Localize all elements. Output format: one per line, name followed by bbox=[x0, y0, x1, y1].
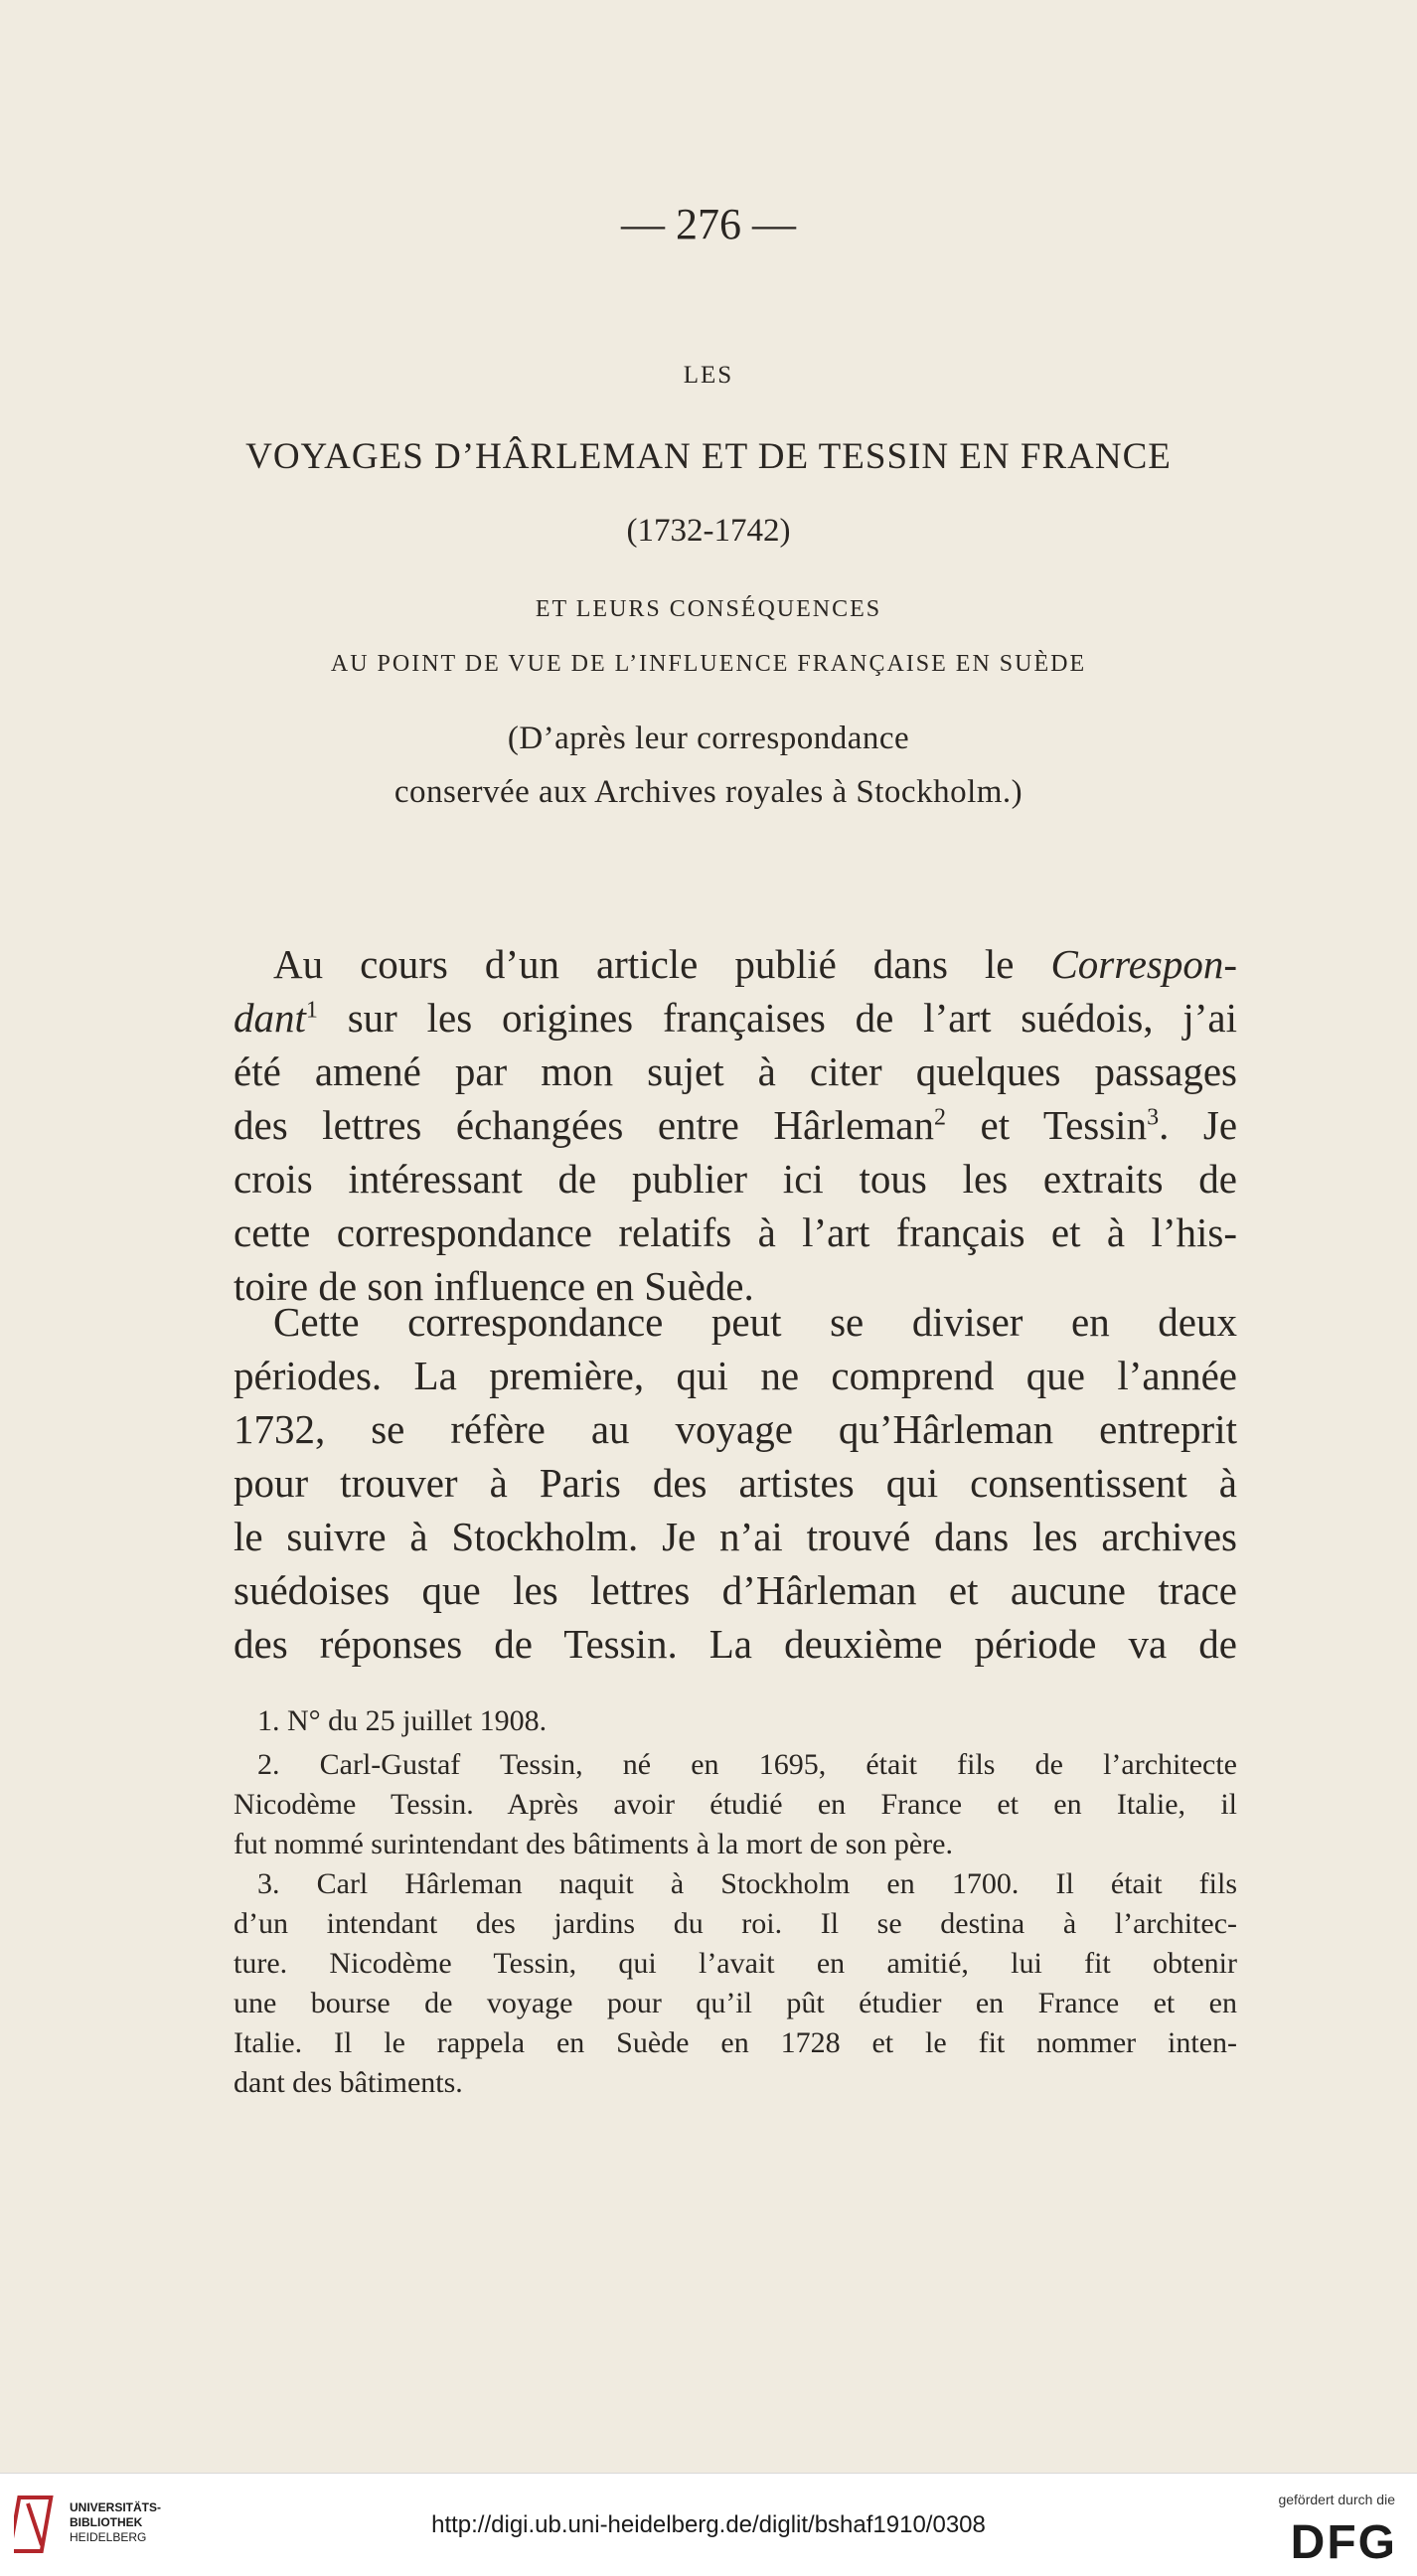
footnote-3-line: Italie. Il le rappela en Suède en 1728 et le fit nommer inten- bbox=[234, 2026, 1237, 2059]
source-note-line-1: (D’après leur correspondance bbox=[507, 721, 910, 756]
footnote-2-line: Nicodème Tessin. Après avoir étudié en France et en Italie, il bbox=[234, 1788, 1237, 1821]
footnote-ref-2[interactable]: 2 bbox=[933, 1104, 946, 1131]
footnote-1: 1. N° du 25 juillet 1908. bbox=[257, 1704, 548, 1737]
footnote-ref-3[interactable]: 3 bbox=[1147, 1104, 1160, 1131]
body-line: pour trouver à Paris des artistes qui consentissent à bbox=[234, 1460, 1237, 1506]
dfg-logo: DFG bbox=[1290, 2516, 1397, 2569]
body-line: toire de son influence en Suède. bbox=[234, 1263, 754, 1309]
subtitle-line-2: AU POINT DE VUE DE L’INFLUENCE FRANÇAISE EN SUÈDE bbox=[330, 651, 1087, 677]
body-line: Cette correspondance peut se diviser en deux bbox=[273, 1299, 1237, 1345]
funding-note: gefördert durch die bbox=[1278, 2492, 1395, 2507]
article-title: VOYAGES D’HÂRLEMAN ET DE TESSIN EN FRANCE bbox=[245, 436, 1172, 477]
footnote-3-line: une bourse de voyage pour qu’il pût étudier en France et en bbox=[234, 1987, 1237, 2019]
page-number: — 276 — bbox=[621, 200, 796, 248]
body-line: été amené par mon sujet à citer quelques passages bbox=[234, 1048, 1237, 1094]
subtitle-line-1: ET LEURS CONSÉQUENCES bbox=[535, 596, 882, 622]
body-line: crois intéressant de publier ici tous les extraits de bbox=[234, 1156, 1237, 1202]
source-note-line-2: conservée aux Archives royales à Stockholm.) bbox=[394, 774, 1023, 810]
footnote-3-line: d’un intendant des jardins du roi. Il se destina à l’architec- bbox=[234, 1907, 1237, 1940]
body-line: cette correspondance relatifs à l’art français et à l’his- bbox=[234, 1209, 1237, 1255]
body-line: le suivre à Stockholm. Je n’ai trouvé dans les archives bbox=[234, 1514, 1237, 1559]
footnote-2-line: fut nommé surintendant des bâtiments à la mort de son père. bbox=[234, 1828, 953, 1860]
title-prefix: LES bbox=[683, 362, 734, 389]
library-name: UNIVERSITÄTS- BIBLIOTHEK HEIDELBERG bbox=[70, 2500, 162, 2544]
body-line: Au cours d’un article publié dans le Correspon- bbox=[273, 941, 1237, 987]
viewer-footer bbox=[0, 2473, 1417, 2576]
body-line: des réponses de Tessin. La deuxième période va de bbox=[234, 1621, 1237, 1667]
body-line: suédoises que les lettres d’Hârleman et aucune trace bbox=[234, 1567, 1237, 1613]
footnote-3-line: dant des bâtiments. bbox=[234, 2066, 463, 2099]
article-dates: (1732-1742) bbox=[626, 513, 791, 549]
footnote-3-line: ture. Nicodème Tessin, qui l’avait en amitié, lui fit obtenir bbox=[234, 1947, 1237, 1980]
footnote-ref-1[interactable]: 1 bbox=[305, 997, 318, 1024]
body-line: des lettres échangées entre Hârleman$^2$ et Tessin$^3$. Je bbox=[234, 1102, 1238, 1148]
footnote-3-line: 3. Carl Hârleman naquit à Stockholm en 1700. Il était fils bbox=[257, 1867, 1237, 1900]
permalink-url[interactable]: http://digi.ub.uni-heidelberg.de/diglit/bshaf1910/0308 bbox=[431, 2511, 986, 2538]
footnote-2-line: 2. Carl-Gustaf Tessin, né en 1695, était fils de l’architecte bbox=[257, 1748, 1237, 1781]
body-line: 1732, se réfère au voyage qu’Hârleman entreprit bbox=[234, 1406, 1237, 1452]
body-line: périodes. La première, qui ne comprend que l’année bbox=[234, 1353, 1237, 1398]
journal-name: Correspon- bbox=[1050, 941, 1237, 987]
body-line: dant$^1$ sur les origines françaises de l’art suédois, j’ai bbox=[234, 995, 1237, 1041]
